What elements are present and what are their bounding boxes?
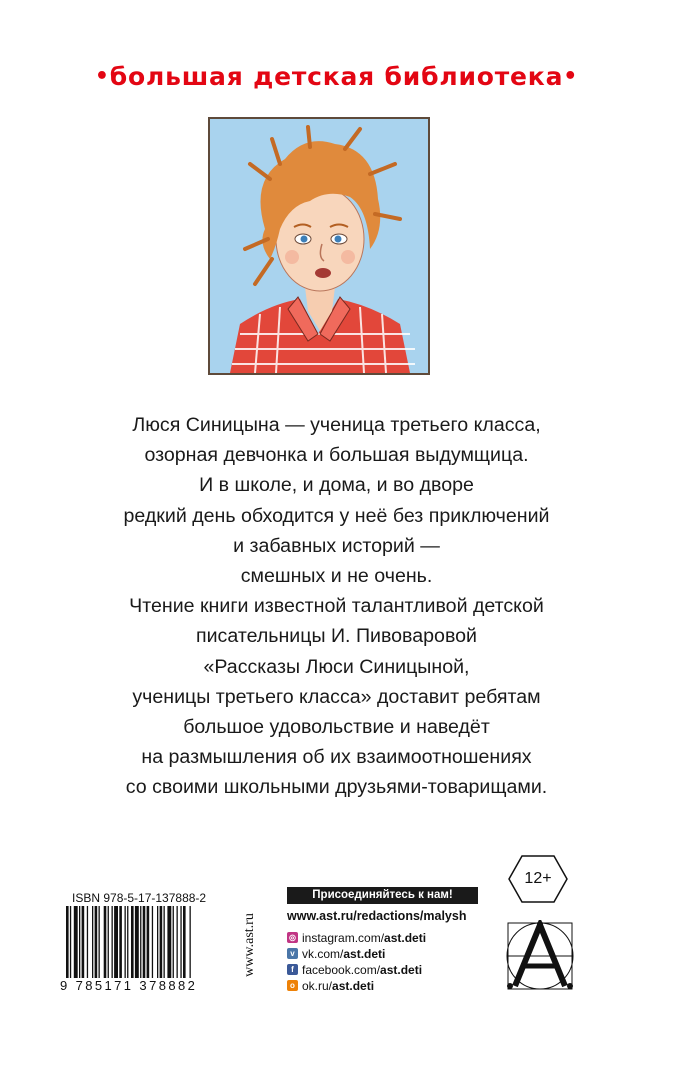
vk-icon: v: [287, 948, 298, 959]
barcode-bar: [112, 906, 113, 978]
barcode-bar: [167, 906, 171, 978]
series-dot-left: •: [94, 64, 110, 89]
barcode-bar: [177, 906, 178, 978]
barcode-bar: [125, 906, 126, 978]
isbn-number: ISBN 978-5-17-137888-2: [72, 891, 207, 905]
barcode-bar: [183, 906, 186, 978]
social-handle: ast.deti: [343, 946, 386, 961]
girl-portrait-image: [210, 119, 428, 373]
blurb-line: озорная девчонка и большая выдумщица.: [144, 444, 529, 467]
social-link-vk[interactable]: [287, 946, 426, 961]
barcode-bar: [164, 906, 165, 978]
age-rating-badge: [508, 855, 568, 903]
social-link-instagram[interactable]: [287, 930, 426, 945]
series-title: [0, 62, 673, 91]
barcode-bar: [180, 906, 181, 978]
barcode-bar: [70, 906, 71, 978]
social-handle: ast.deti: [384, 930, 427, 945]
barcode-bar: [147, 906, 150, 978]
facebook-icon: f: [287, 964, 298, 975]
blurb-line: «Рассказы Люси Синицыной,: [203, 655, 470, 678]
social-handle: ast.deti: [332, 978, 375, 993]
blurb-line: И в школе, и дома, и во дворе: [199, 474, 474, 497]
publisher-url-vertical: www.ast.ru: [242, 913, 257, 977]
blurb-line: писательницы И. Пивоваровой: [196, 625, 477, 648]
barcode-bar: [152, 906, 153, 978]
instagram-icon: ◎: [287, 932, 298, 943]
social-prefix: facebook.com/: [302, 962, 381, 977]
odnoklassniki-icon: o: [287, 980, 298, 991]
barcode-bar: [95, 906, 98, 978]
blurb-line: на размышления об их взаимоотношениях: [141, 746, 532, 769]
blurb-line: Чтение книги известной талантливой детской: [129, 595, 544, 618]
cover-illustration: [208, 117, 430, 375]
series-dot-right: •: [563, 64, 579, 89]
age-rating-text: 12+: [524, 870, 552, 887]
barcode-bar: [143, 906, 146, 978]
barcode-image: [60, 906, 236, 978]
barcode-bar: [82, 906, 85, 978]
barcode-bar: [131, 906, 134, 978]
join-us-banner: Присоединяйтесь к нам!: [287, 887, 478, 904]
barcode-bar: [104, 906, 107, 978]
barcode-bar: [160, 906, 163, 978]
social-link-facebook[interactable]: [287, 962, 426, 977]
barcode-bar: [119, 906, 122, 978]
social-prefix: vk.com/: [302, 946, 344, 961]
series-title-text: большая детская библиотека: [109, 62, 564, 91]
blurb-line: большое удовольствие и наведёт: [183, 716, 490, 739]
barcode-bar: [157, 906, 158, 978]
blurb-line: и забавных историй —: [233, 534, 440, 557]
barcode-bar: [108, 906, 109, 978]
barcode-bar: [190, 906, 191, 978]
social-link-odnoklassniki[interactable]: [287, 978, 426, 993]
book-blurb: [60, 410, 613, 803]
barcode-bar: [135, 906, 139, 978]
barcode-bar: [114, 906, 118, 978]
barcode-bar: [99, 906, 100, 978]
website-link[interactable]: www.ast.ru/redactions/malysh: [287, 909, 467, 923]
social-prefix: instagram.com/: [302, 930, 385, 945]
barcode-digits: 9 785171 378882: [60, 978, 198, 993]
social-handle: ast.deti: [380, 962, 423, 977]
blurb-line: со своими школьными друзьями-товарищами.: [125, 776, 548, 799]
social-links: [287, 930, 426, 994]
barcode-bar: [79, 906, 80, 978]
barcode-bar: [173, 906, 174, 978]
barcode-bar: [140, 906, 141, 978]
barcode-bar: [127, 906, 128, 978]
barcode-bar: [66, 906, 69, 978]
barcode-bar: [92, 906, 93, 978]
barcode-bar: [87, 906, 88, 978]
blurb-line: ученицы третьего класса» доставит ребятам: [132, 685, 541, 708]
social-prefix: ok.ru/: [302, 978, 333, 993]
barcode-bar: [74, 906, 78, 978]
blurb-line: Люся Синицына — ученица третьего класса,: [132, 414, 541, 436]
blurb-line: смешных и не очень.: [240, 565, 433, 588]
blurb-line: редкий день обходится у неё без приключений: [123, 504, 550, 527]
ast-publisher-logo-icon: [505, 920, 575, 992]
